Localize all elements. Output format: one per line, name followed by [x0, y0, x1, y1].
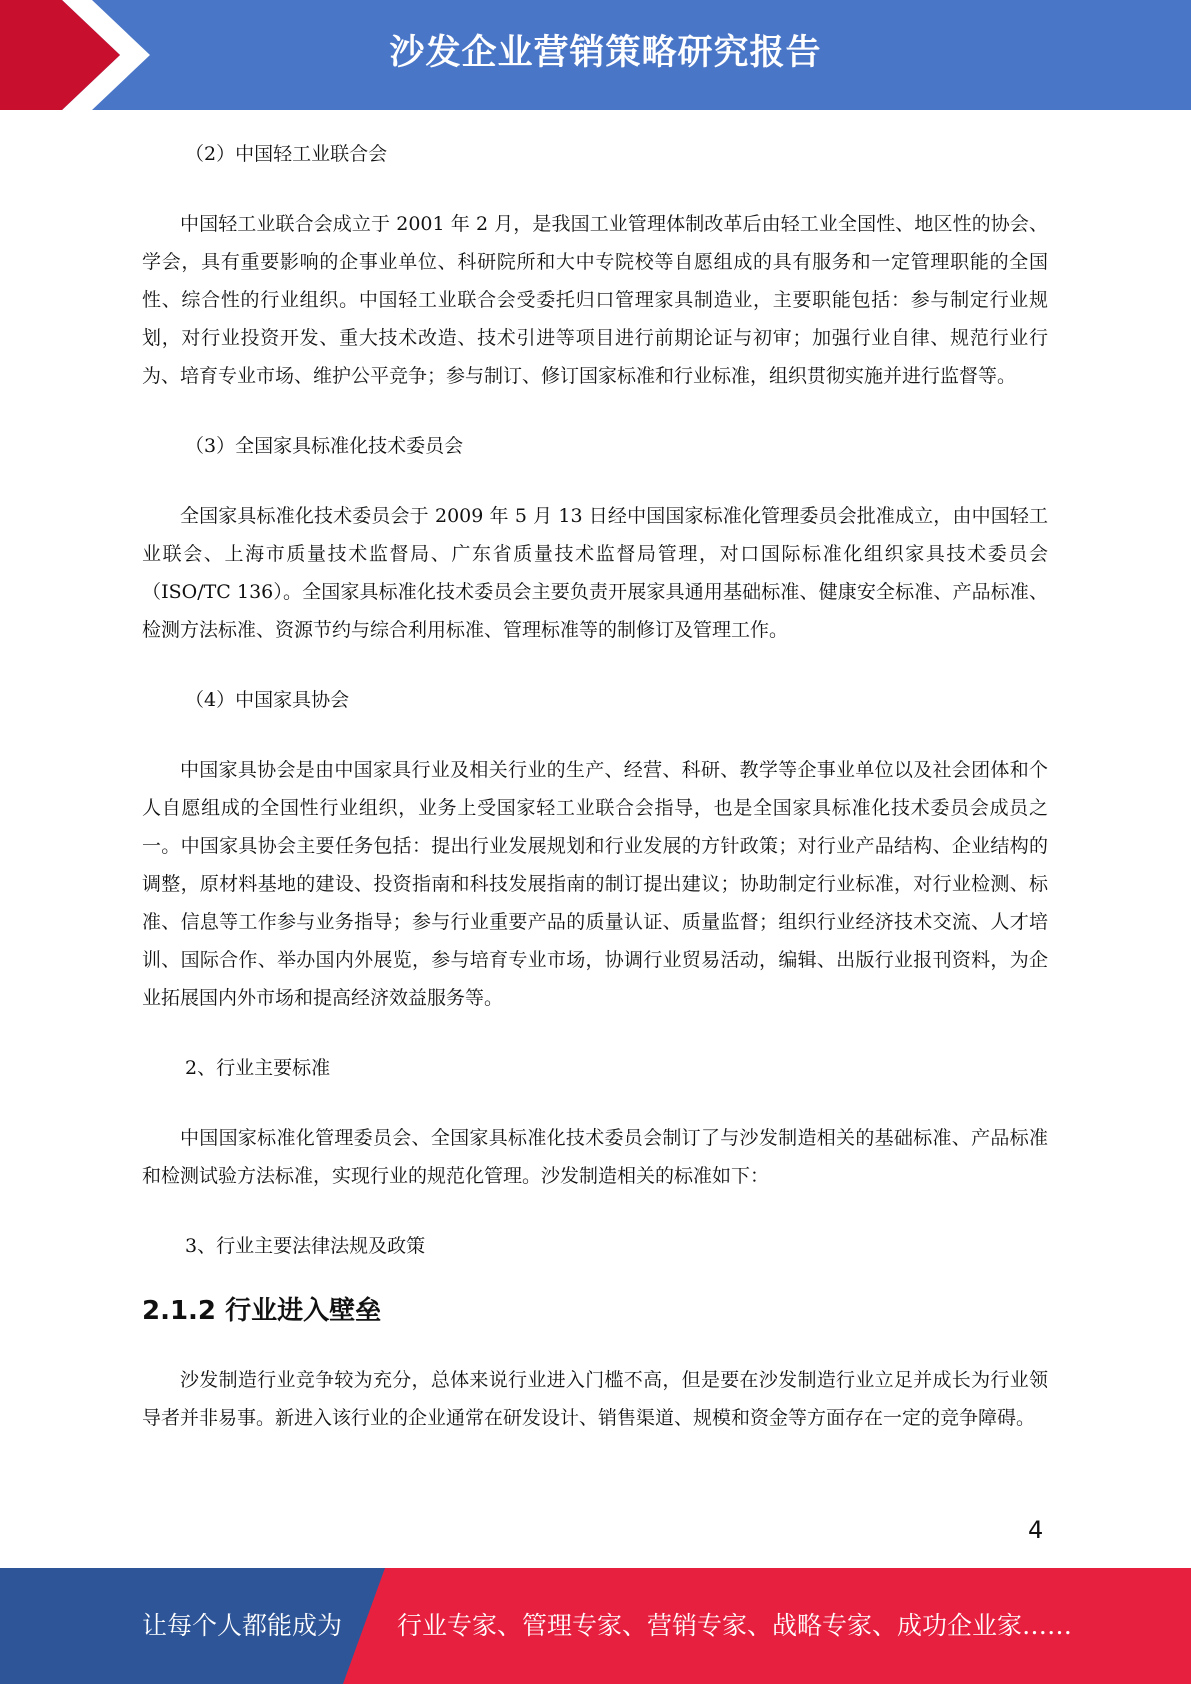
page-content	[142, 135, 1048, 1437]
subheading-laws-policies: 3、行业主要法律法规及政策	[185, 1235, 426, 1257]
subheading-light-industry: （2）中国轻工业联合会	[185, 143, 388, 165]
paragraph-furniture-association: 中国家具协会是由中国家具行业及相关行业的生产、经营、科研、教学等企事业单位以及社会团体和个人自愿组成的全国性行业组织，业务上受国家轻工业联合会指导，也是全国家具标准化技术委员会成员之一。中国家具协会主要任务包括：提出行业发展规划和行业发展的方针政策；对行业产品结构、企业结构的调整，原材料基地的建设、投资指南和科技发展指南的制订提出建议；协助制定行业标准，对行业检测、标准、信息等工作参与业务指导；参与行业重要产品的质量认证、质量监督；组织行业经济技术交流、人才培训、国际合作、举办国内外展览，参与培育专业市场，协调行业贸易活动，编辑、出版行业报刊资料，为企业拓展国内外市场和提高经济效益服务等。	[142, 759, 1048, 1009]
subheading-furniture-standardization: （3）全国家具标准化技术委员会	[185, 435, 464, 457]
paragraph-furniture-standardization: 全国家具标准化技术委员会于 2009 年 5 月 13 日经中国国家标准化管理委员会批准成立，由中国轻工业联会、上海市质量技术监督局、广东省质量技术监督局管理，对口国际标准化组织家具技术委员会（ISO/TC 136）。全国家具标准化技术委员会主要负责开展家具通用基础标准、健康安全标准、产品标准、检测方法标准、资源节约与综合利用标准、管理标准等的制修订及管理工作。	[142, 505, 1048, 641]
paragraph-industry-standards: 中国国家标准化管理委员会、全国家具标准化技术委员会制订了与沙发制造相关的基础标准、产品标准和检测试验方法标准，实现行业的规范化管理。沙发制造相关的标准如下：	[142, 1127, 1048, 1187]
footer-slogan-right: 行业专家、管理专家、营销专家、战略专家、成功企业家……	[397, 1611, 1073, 1640]
page-number: 4	[1028, 1516, 1044, 1544]
report-title: 沙发企业营销策略研究报告	[389, 33, 822, 73]
page-footer	[0, 1568, 1191, 1684]
paragraph-entry-barriers: 沙发制造行业竞争较为充分，总体来说行业进入门槛不高，但是要在沙发制造行业立足并成长为行业领导者并非易事。新进入该行业的企业通常在研发设计、销售渠道、规模和资金等方面存在一定的竞争障碍。	[142, 1369, 1048, 1429]
subheading-furniture-association: （4）中国家具协会	[185, 689, 350, 711]
paragraph-light-industry: 中国轻工业联合会成立于 2001 年 2 月，是我国工业管理体制改革后由轻工业全国性、地区性的协会、学会，具有重要影响的企事业单位、科研院所和大中专院校等自愿组成的具有服务和一定管理职能的全国性、综合性的行业组织。中国轻工业联合会受委托归口管理家具制造业，主要职能包括：参与制定行业规划，对行业投资开发、重大技术改造、技术引进等项目进行前期论证与初审；加强行业自律、规范行业行为、培育专业市场、维护公平竞争；参与制订、修订国家标准和行业标准，组织贯彻实施并进行监督等。	[142, 213, 1048, 387]
page-header	[0, 0, 1191, 110]
subheading-industry-standards: 2、行业主要标准	[185, 1057, 331, 1079]
section-title-entry-barriers: 2.1.2 行业进入壁垒	[142, 1296, 382, 1326]
footer-slogan-left: 让每个人都能成为	[142, 1611, 343, 1640]
